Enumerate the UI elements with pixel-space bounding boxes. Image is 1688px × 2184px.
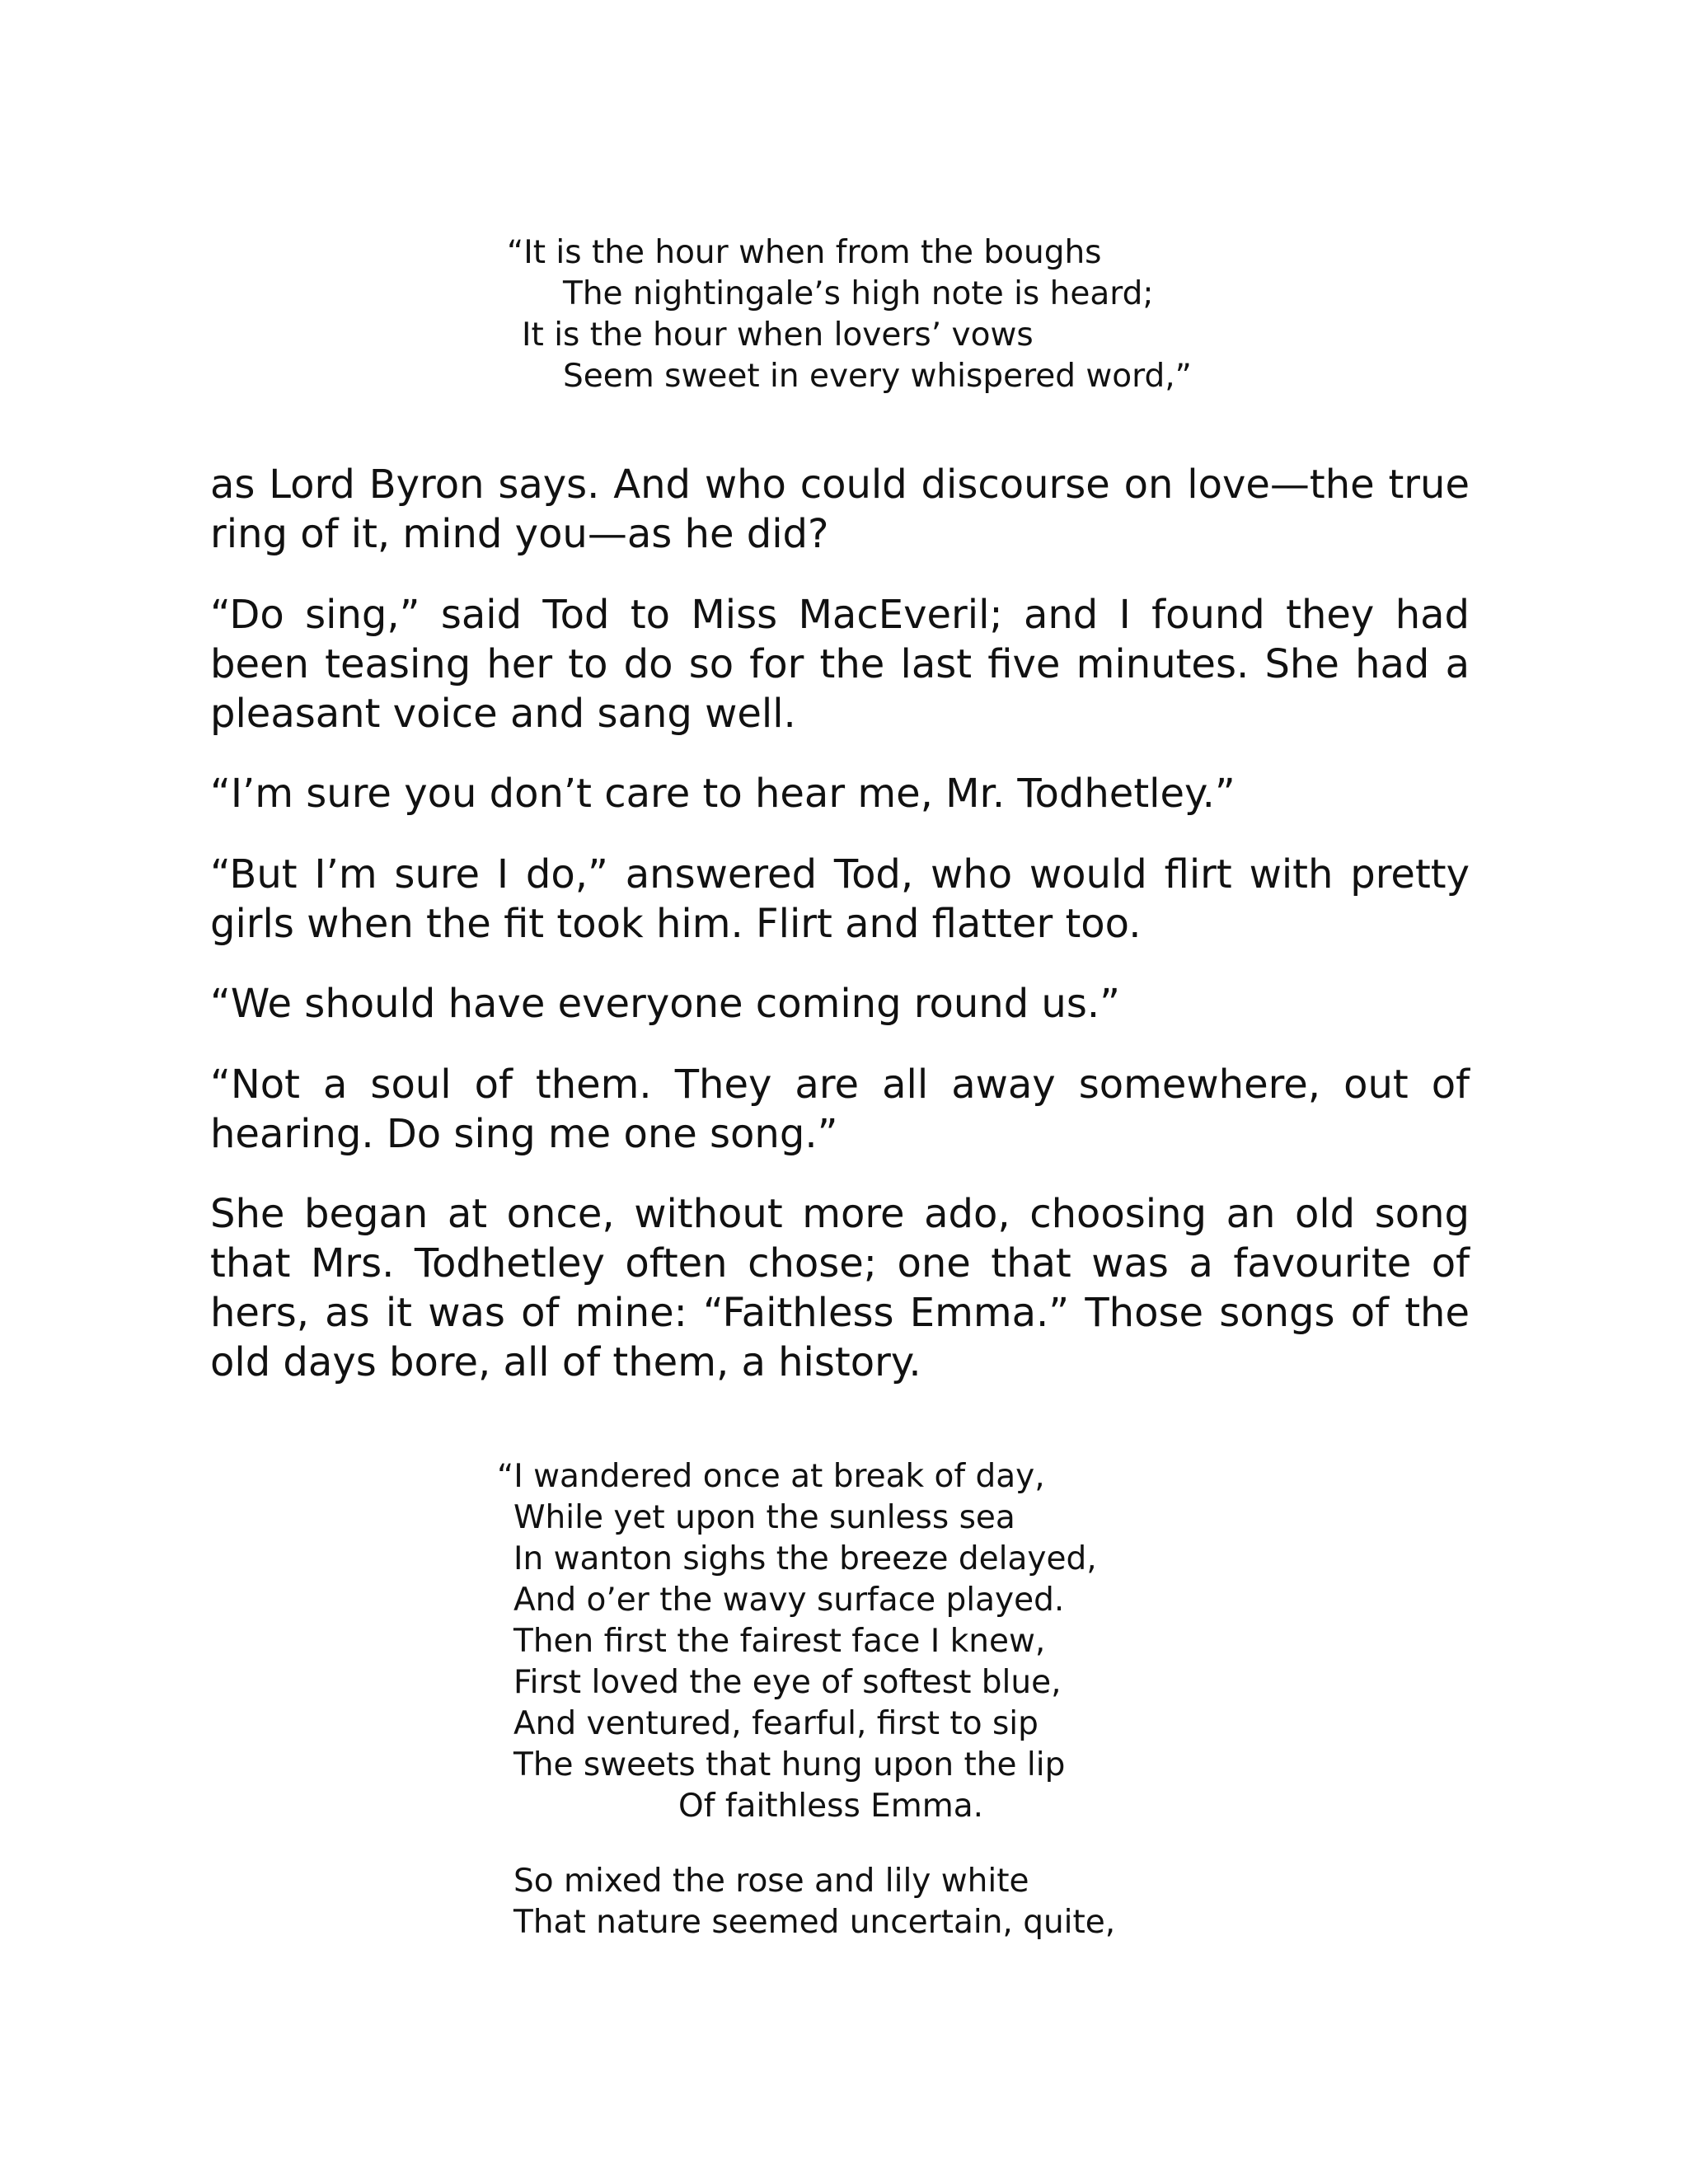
verse-line: And o’er the wavy surface played. <box>513 1582 1065 1619</box>
verse-line: So mixed the rose and lily white <box>513 1863 1029 1900</box>
verse-line: The sweets that hung upon the lip <box>513 1746 1066 1783</box>
verse-line: Seem sweet in every whispered word,” <box>563 358 1192 395</box>
paragraph: “Do sing,” said Tod to Miss MacEveril; and I found they had been teasing her to do so for the last five minutes. She had a pleasant voice and sang well. <box>210 592 1470 737</box>
verse-line: First loved the eye of softest blue, <box>513 1664 1062 1701</box>
verse-line: Then first the fairest face I knew, <box>513 1623 1046 1660</box>
verse-line: In wanton sighs the breeze delayed, <box>513 1540 1097 1577</box>
paragraph: “I’m sure you don’t care to hear me, Mr. Todhetley.” <box>210 771 1236 817</box>
verse-line: The nightingale’s high note is heard; <box>563 275 1154 312</box>
verse-line: Of faithless Emma. <box>678 1788 984 1825</box>
paragraph: “But I’m sure I do,” answered Tod, who would flirt with pretty girls when the fit took him. Flirt and flatter too. <box>210 851 1470 947</box>
paragraph: “Not a soul of them. They are all away somewhere, out of hearing. Do sing me one song.” <box>210 1062 1470 1157</box>
verse-line: It is the hour when lovers’ vows <box>522 316 1034 354</box>
verse-line: That nature seemed uncertain, quite, <box>513 1904 1116 1941</box>
verse-line: “I wandered once at break of day, <box>497 1458 1045 1495</box>
verse-line: And ventured, fearful, first to sip <box>513 1705 1039 1742</box>
paragraph: as Lord Byron says. And who could discourse on love—the true ring of it, mind you—as he did? <box>210 462 1470 557</box>
verse-line: “It is the hour when from the boughs <box>507 234 1102 271</box>
verse-line: While yet upon the sunless sea <box>513 1499 1015 1536</box>
paragraph: She began at once, without more ado, choosing an old song that Mrs. Todhetley often chose; one that was a favourite of hers, as it was of mine: “Faithless Emma.” Those songs of the old days bore, all of them, a history. <box>210 1191 1470 1385</box>
paragraph: “We should have everyone coming round us.” <box>210 981 1120 1027</box>
